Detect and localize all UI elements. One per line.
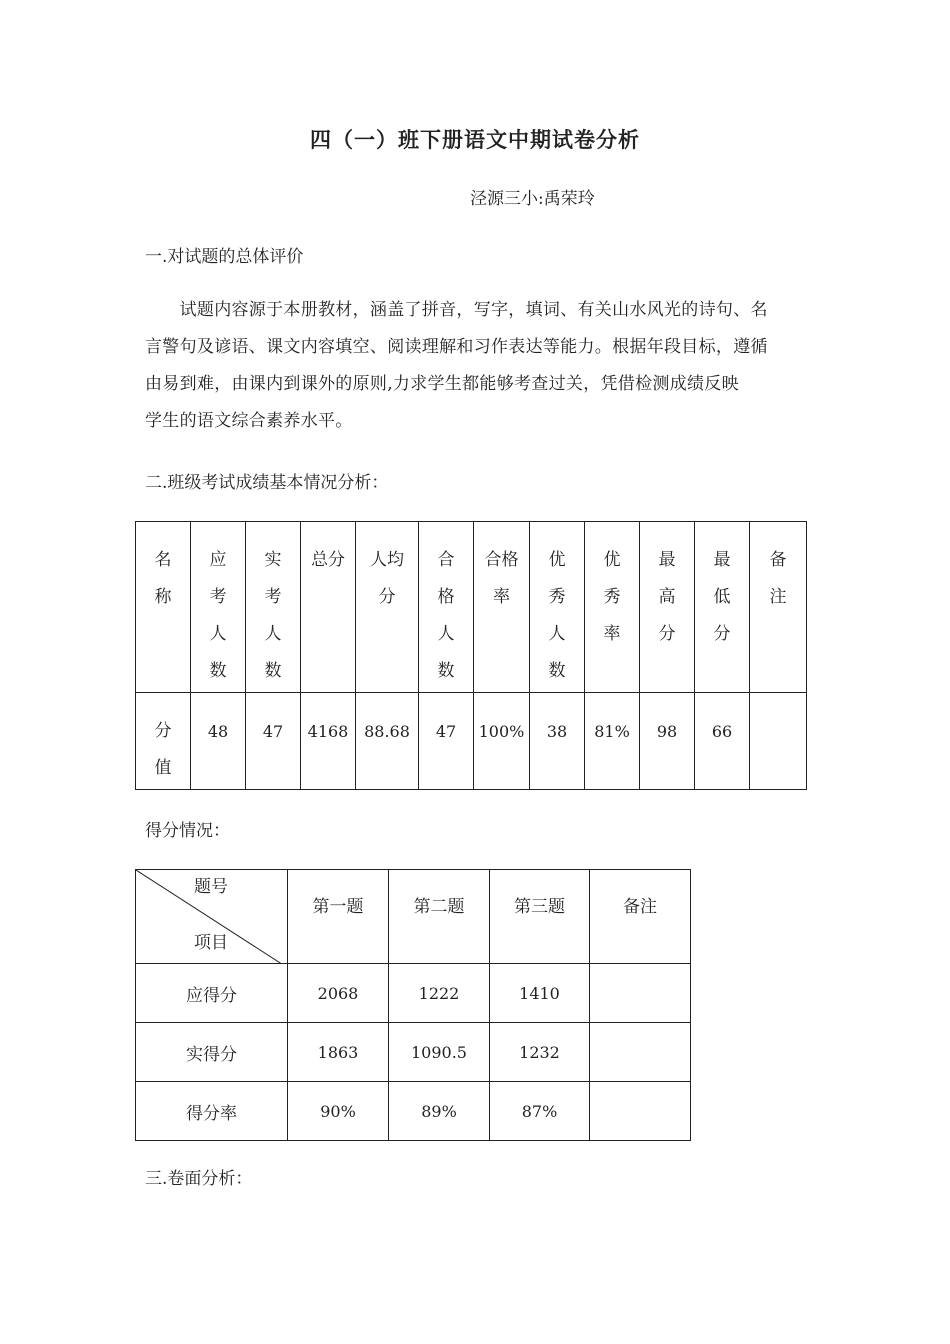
class-score-table (135, 521, 807, 790)
value-cell: 1090.5 (389, 1023, 490, 1082)
value-cell: 81% (585, 693, 640, 790)
corner-label-question: 题号 (194, 877, 228, 897)
table-row (136, 1023, 691, 1082)
value-cell: 88.68 (356, 693, 419, 790)
value-cell: 1410 (490, 964, 590, 1023)
header-cell: 总分 (301, 522, 356, 693)
diagonal-corner-cell (136, 870, 288, 964)
table-header-row (136, 870, 691, 964)
paragraph-line: 试题内容源于本册教材，涵盖了拼音，写字，填词、有关山水风光的诗句、名 (145, 300, 768, 320)
value-cell: 87% (490, 1082, 590, 1141)
section-2-heading: 二.班级考试成绩基本情况分析： (145, 473, 389, 493)
table-row (136, 1082, 691, 1141)
value-cell: 1863 (288, 1023, 389, 1082)
header-cell: 备注 (750, 522, 807, 693)
corner-label-item: 项目 (194, 933, 228, 953)
value-cell: 48 (191, 693, 246, 790)
header-cell: 实考人数 (246, 522, 301, 693)
row-label-cell: 实得分 (136, 1023, 288, 1082)
value-cell (590, 1023, 691, 1082)
section-1-heading: 一.对试题的总体评价 (145, 247, 304, 267)
value-cell: 47 (419, 693, 474, 790)
header-cell: 最低分 (695, 522, 750, 693)
value-cell (750, 693, 807, 790)
value-cell: 4168 (301, 693, 356, 790)
author-line: 泾源三小:禹荣玲 (470, 189, 595, 209)
value-cell (590, 964, 691, 1023)
header-cell: 优秀率 (585, 522, 640, 693)
paragraph-line: 学生的语文综合素养水平。 (145, 411, 353, 431)
table-header-row (136, 522, 807, 693)
score-section-heading: 得分情况： (145, 821, 230, 841)
table-row (136, 693, 807, 790)
header-cell: 应考人数 (191, 522, 246, 693)
value-cell: 89% (389, 1082, 490, 1141)
row-label-cell: 分值 (136, 693, 191, 790)
question-score-table (135, 869, 691, 1141)
header-cell: 合格率 (474, 522, 530, 693)
value-cell (590, 1082, 691, 1141)
value-cell: 38 (530, 693, 585, 790)
header-cell: 人均分 (356, 522, 419, 693)
value-cell: 100% (474, 693, 530, 790)
paragraph-line: 由易到难，由课内到课外的原则,力求学生都能够考查过关，凭借检测成绩反映 (145, 374, 739, 394)
paragraph-line: 言警句及谚语、课文内容填空、阅读理解和习作表达等能力。根据年段目标，遵循 (145, 337, 768, 357)
header-cell: 名称 (136, 522, 191, 693)
value-cell: 66 (695, 693, 750, 790)
value-cell: 47 (246, 693, 301, 790)
section-3-heading: 三.卷面分析： (145, 1169, 253, 1189)
page-title: 四（一）班下册语文中期试卷分析 (310, 127, 640, 152)
value-cell: 98 (640, 693, 695, 790)
header-cell: 第三题 (490, 870, 590, 964)
evaluation-paragraph (145, 292, 807, 440)
header-cell: 第一题 (288, 870, 389, 964)
value-cell: 1222 (389, 964, 490, 1023)
table-row (136, 964, 691, 1023)
header-cell: 优秀人数 (530, 522, 585, 693)
value-cell: 2068 (288, 964, 389, 1023)
header-cell: 备注 (590, 870, 691, 964)
row-label-cell: 应得分 (136, 964, 288, 1023)
header-cell: 合格人数 (419, 522, 474, 693)
header-cell: 最高分 (640, 522, 695, 693)
value-cell: 90% (288, 1082, 389, 1141)
row-label-cell: 得分率 (136, 1082, 288, 1141)
value-cell: 1232 (490, 1023, 590, 1082)
header-cell: 第二题 (389, 870, 490, 964)
